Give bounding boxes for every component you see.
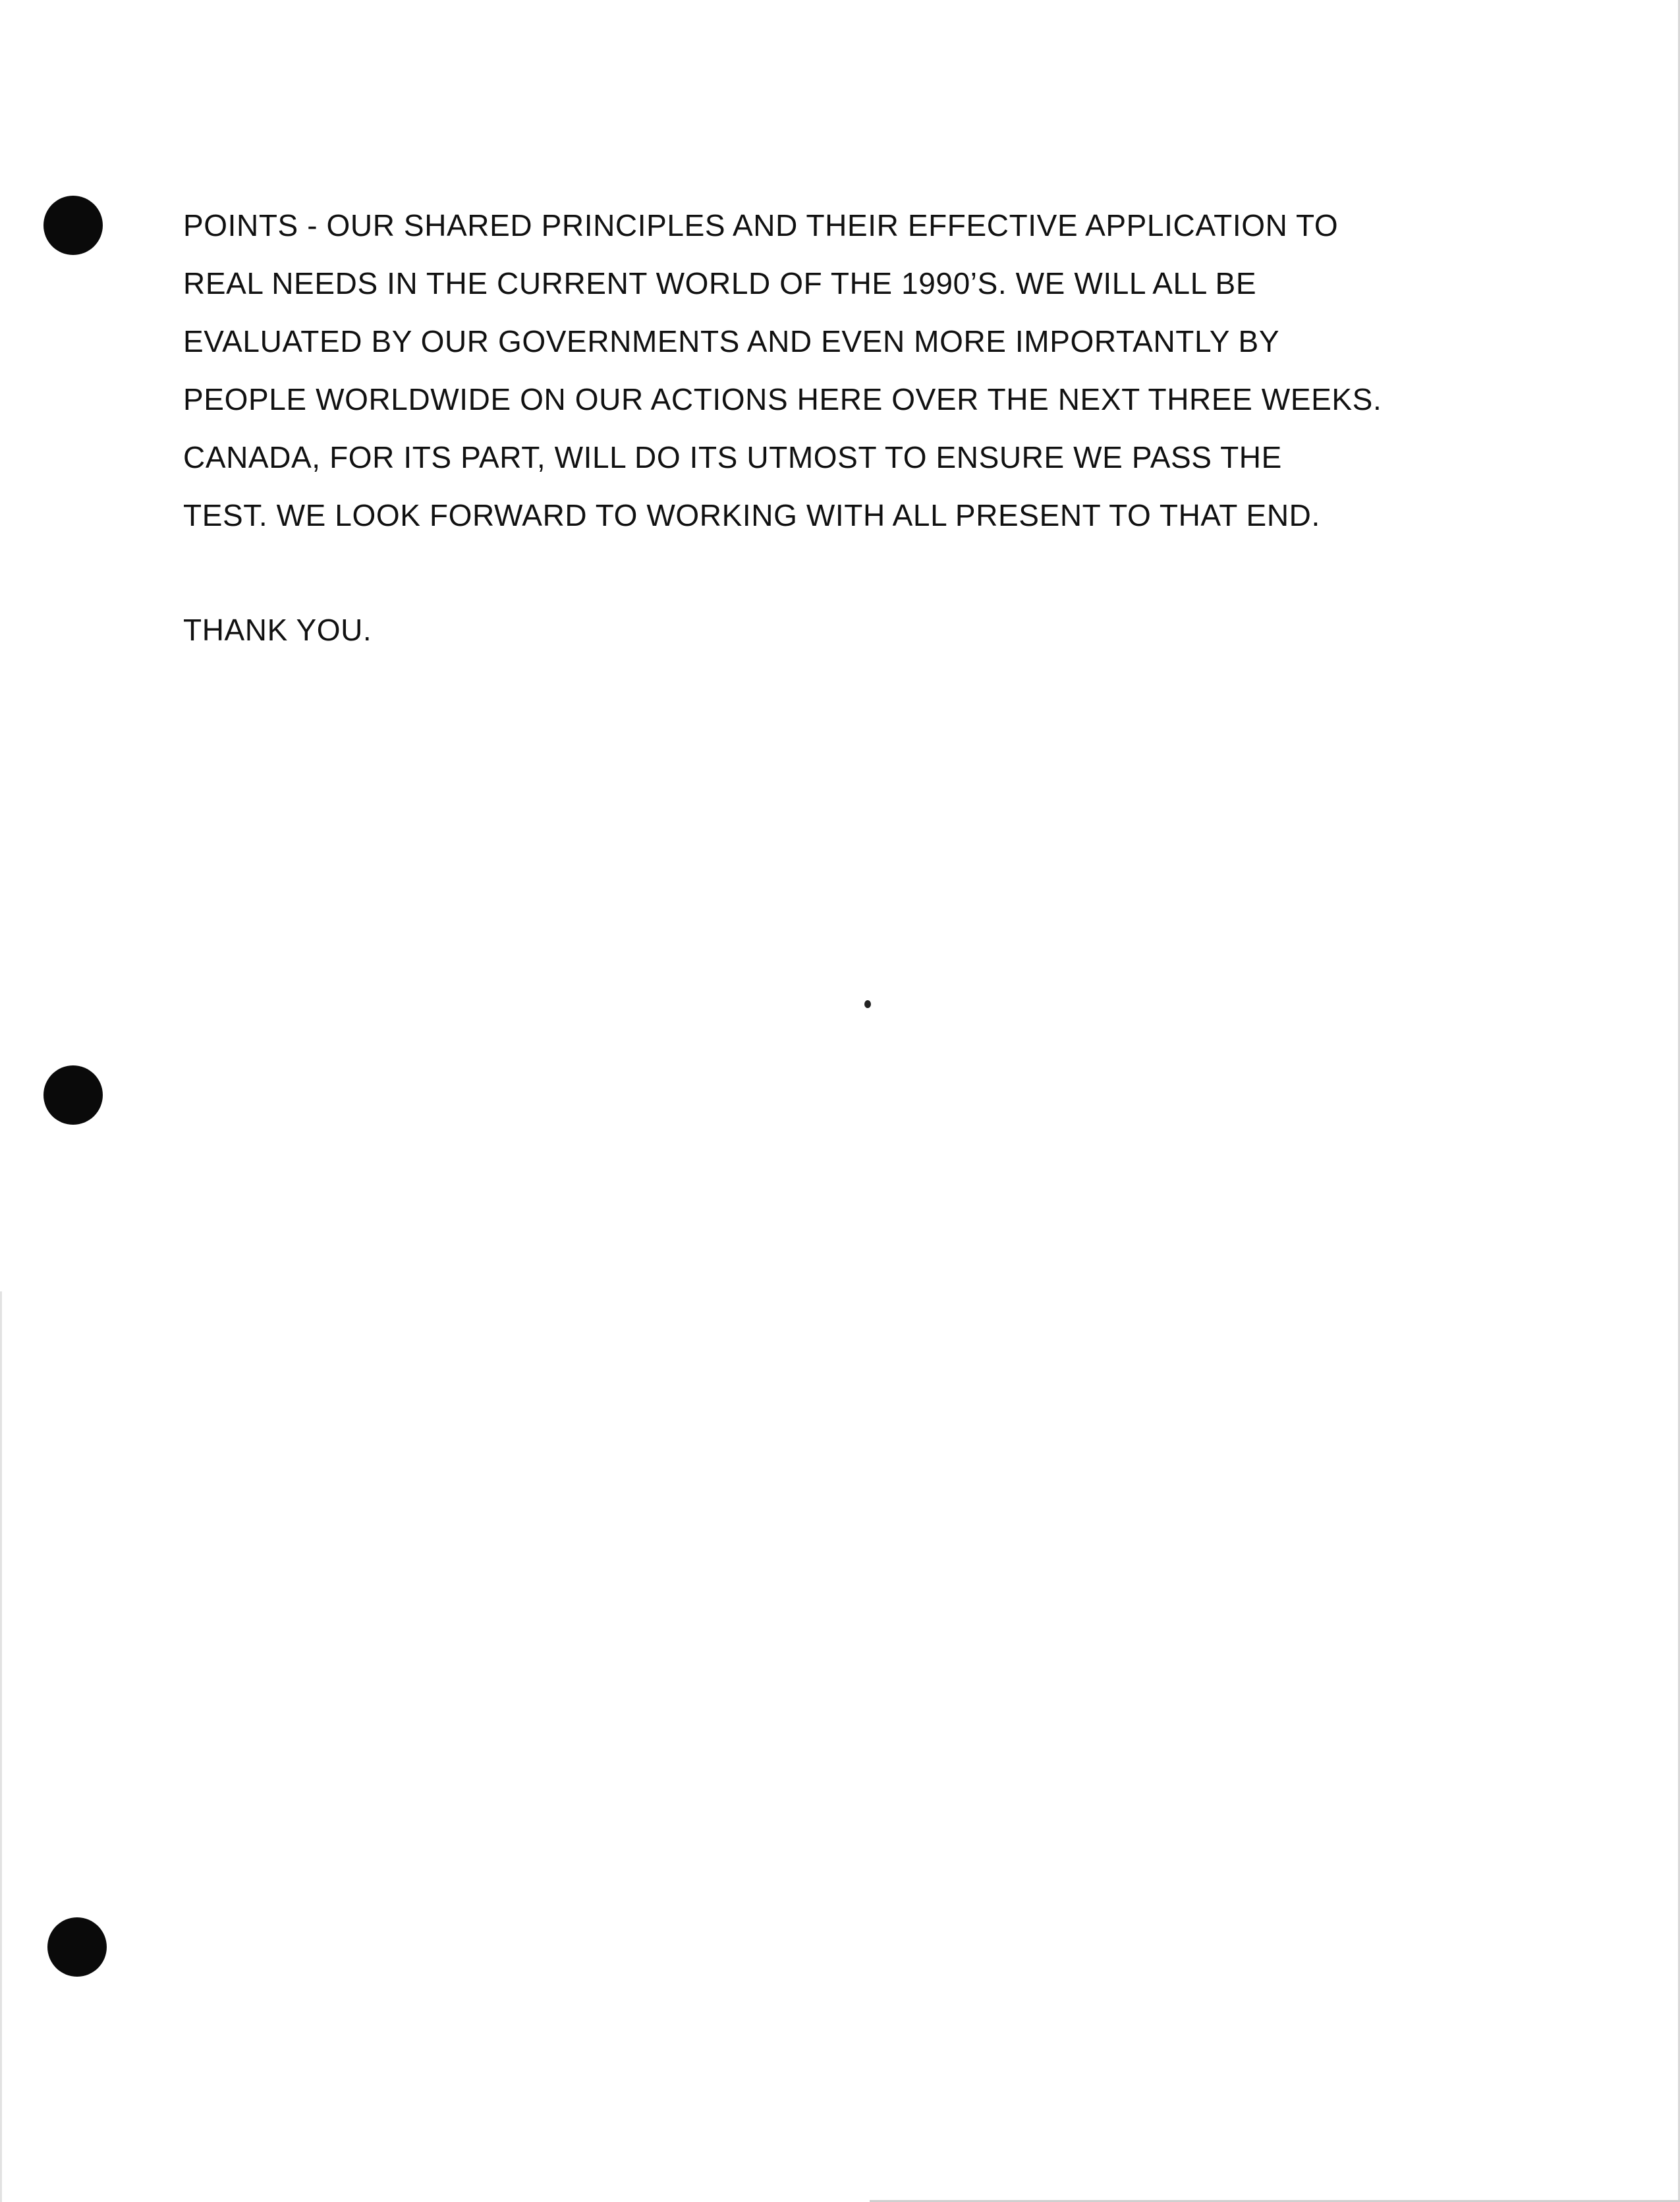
paragraph-line: TEST. WE LOOK FORWARD TO WORKING WITH ALL PRESENT TO THAT END. <box>183 498 1320 532</box>
paragraph-line: REAL NEEDS IN THE CURRENT WORLD OF THE 1990’S. WE WILL ALL BE <box>183 266 1257 300</box>
punch-hole-top <box>43 196 103 255</box>
body-paragraph <box>183 196 1501 544</box>
paragraph-line: CANADA, FOR ITS PART, WILL DO ITS UTMOST TO ENSURE WE PASS THE <box>183 440 1282 474</box>
paragraph-line: EVALUATED BY OUR GOVERNMENTS AND EVEN MORE IMPORTANTLY BY <box>183 324 1280 358</box>
closing-text: THANK YOU. <box>183 613 372 647</box>
paragraph-line: PEOPLE WORLDWIDE ON OUR ACTIONS HERE OVER THE NEXT THREE WEEKS. <box>183 382 1382 416</box>
scan-speck <box>864 1000 871 1008</box>
scan-edge-left <box>0 1291 2 2202</box>
punch-hole-middle <box>43 1065 103 1125</box>
paragraph-line: POINTS - OUR SHARED PRINCIPLES AND THEIR EFFECTIVE APPLICATION TO <box>183 208 1339 242</box>
punch-hole-bottom <box>47 1917 107 1977</box>
